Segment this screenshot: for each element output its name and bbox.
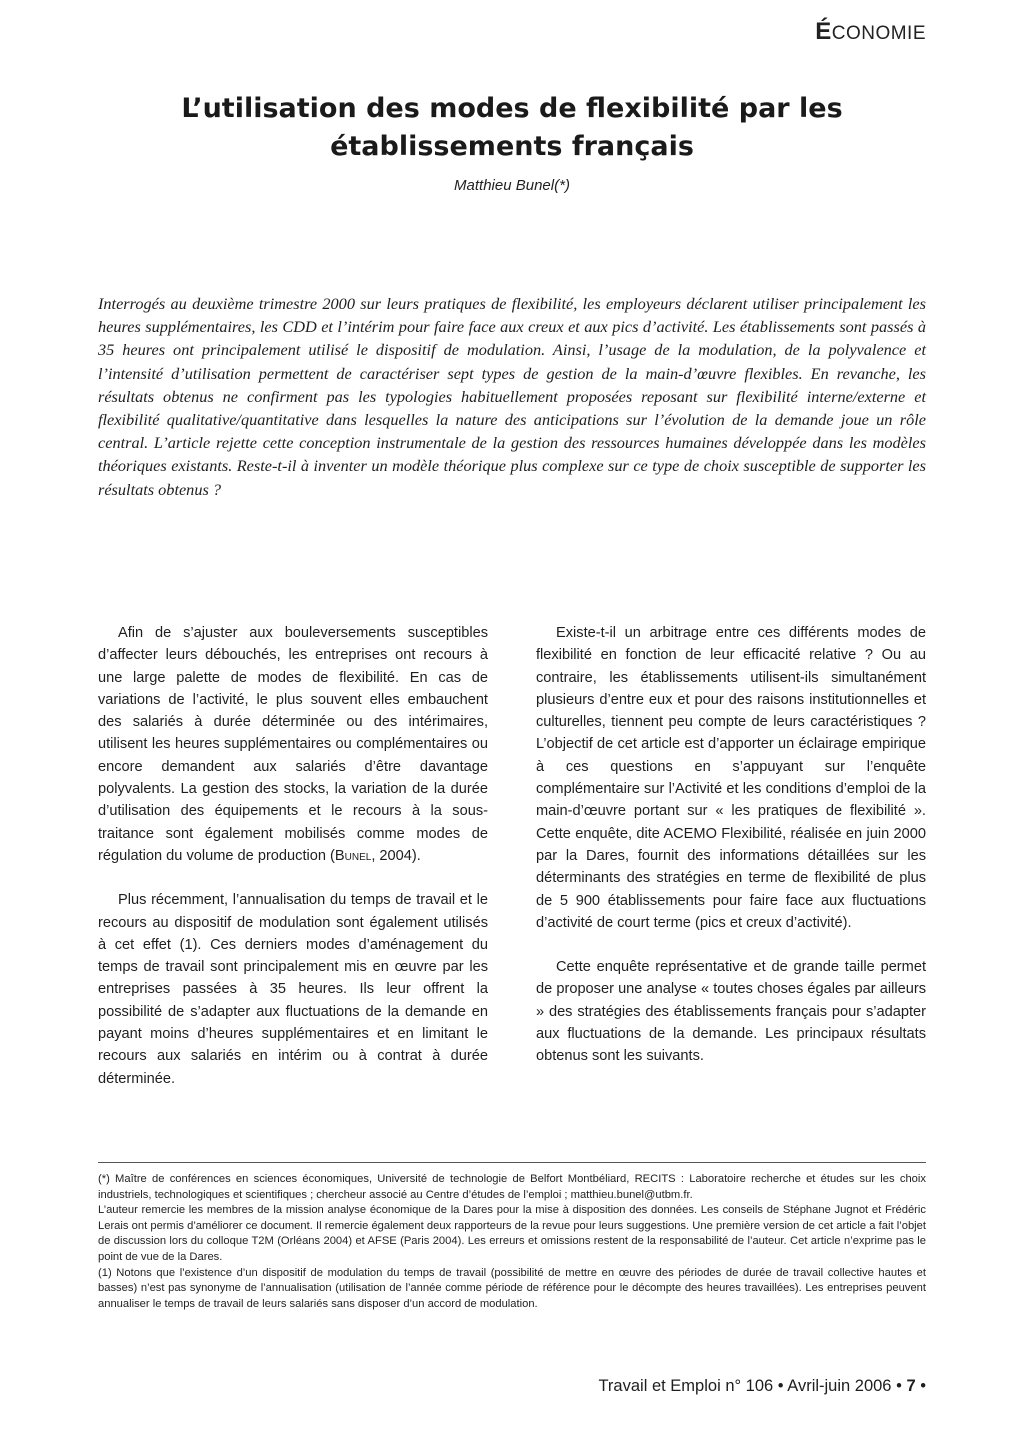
body-paragraph-1-text: Afin de s’ajuster aux bouleversements susceptibles d’affecter leurs débouchés, les entreprises ont recours à une large palette de modes de flexibilité. En cas de variations de l’activité, le plus souvent elles embauchent des salariés à durée déterminée ou des intérimaires, utilisent les heures supplémentaires ou complémentaires ou encore demandent aux salariés d’être davantage polyvalents. La gestion des stocks, la variation de la durée d’utilisation des équipements et le recours à la sous-traitance sont également mobilisés comme modes de régulation du volume de production ( (98, 625, 488, 864)
body-column-right (536, 622, 926, 1090)
article-abstract: Interrogés au deuxième trimestre 2000 sur leurs pratiques de flexibilité, les employeurs déclarent utiliser principalement les heures supplémentaires, les CDD et l’intérim pour faire face aux creux et aux pics d’activité. Les établissements sont passés à 35 heures ont principalement utilisé le dispositif de modulation. Ainsi, l’usage de la modulation, de la polyvalence et l’intensité d’utilisation permettent de caractériser sept types de gestion de la main-d’œuvre flexibles. En revanche, les résultats obtenus ne confirment pas les typologies habituellement proposées reposant sur flexibilité interne/externe et flexibilité qualitative/quantitative dans lesquelles la nature des anticipations sur l’évolution de la demande joue un rôle central. L’article rejette cette conception instrumentale de la gestion des ressources humaines développée dans les modèles théoriques existants. Reste-t-il à inventer un modèle théorique plus complexe sur ce type de choix susceptible de supporter les résultats obtenus ? (98, 294, 926, 499)
article-title-line-1: L’utilisation des modes de flexibilité par les (181, 93, 843, 124)
footnote-author: (*) Maître de conférences en sciences économiques, Université de technologie de Belfort Montbéliard, RECITS : Laboratoire recherche et études sur les choix industriels, technologiques et scientifiques ; chercheur associé au Centre d’études de l’emploi ; matthieu.bunel@utbm.fr. (98, 1173, 926, 1201)
article-title (120, 90, 904, 166)
footnote-divider (98, 1162, 926, 1163)
journal-reference: Travail et Emploi n° 106 • Avril-juin 2006 • (598, 1377, 907, 1395)
footnote-1: (1) Notons que l’existence d’un dispositif de modulation du temps de travail (possibilité de mettre en œuvre des périodes de durée de travail collective hautes et basses) n’est pas synonyme de l’annualisation (utilisation de l’année comme période de référence pour le décompte des heures travaillées). Les entreprises peuvent annualiser le temps de travail de leurs salariés sans disposer d’un accord de modulation. (98, 1266, 926, 1310)
body-paragraph-3: Existe-t-il un arbitrage entre ces différents modes de flexibilité en fonction de leur efficacité relative ? Ou au contraire, les établissements utilisent-ils simultanément plusieurs d’entre eux et pour des raisons institutionnelles et culturelles, tiennent peu compte de leurs caractéristiques ? L’objectif de cet article est d’apporter un éclairage empirique à ces questions en s’appuyant sur l’enquête complémentaire sur l’Activité et les conditions d’emploi de la main-d’œuvre portant sur « les pratiques de flexibilité ». Cette enquête, dite ACEMO Flexibilité, réalisée en juin 2000 par la Dares, fournit des informations détaillées sur les déterminants des stratégies en terme de flexibilité de plus de 5 900 établissements pour faire face aux fluctuations d’activité de court terme (pics et creux d’activité). (536, 625, 926, 931)
article-title-line-2: établissements français (330, 131, 694, 162)
footnotes (98, 1172, 926, 1312)
body-paragraph-1-end: , 2004). (371, 847, 421, 864)
footer-end: • (915, 1377, 926, 1395)
page-number: 7 (906, 1377, 916, 1395)
article-author: Matthieu Bunel(*) (454, 177, 570, 194)
section-header-rest: CONOMIE (831, 23, 926, 44)
footnote-acknowledgements: L’auteur remercie les membres de la mission analyse économique de la Dares pour la mise à disposition des données. Les conseils de Stéphane Jugnot et Frédéric Lerais ont permis d’améliorer ce document. Il remercie également deux rapporteurs de la revue pour leurs suggestions. Une première version de cet article a fait l’objet de discussion lors du colloque T2M (Orléans 2004) et AFSE (Paris 2004). Les erreurs et omissions restent de la responsabilité de l’auteur. Cet article n’exprime pas le point de vue de la Dares. (98, 1204, 926, 1263)
section-header-initial: É (815, 18, 832, 45)
page-footer (598, 1377, 926, 1396)
body-column-left (98, 622, 488, 1112)
body-paragraph-2: Plus récemment, l’annualisation du temps de travail et le recours au dispositif de modulation sont également utilisés à cet effet (1). Ces derniers modes d’aménagement du temps de travail sont principalement mis en œuvre par les entreprises passées à 35 heures. Ils leur offrent la possibilité de s’adapter aux fluctuations de la demande en payant moins d’heures supplémentaires et en limitant le recours aux salariés en intérim ou à contrat à durée déterminée. (98, 892, 488, 1087)
citation-author: Bunel (334, 847, 372, 864)
section-header (815, 18, 926, 46)
body-paragraph-4: Cette enquête représentative et de grande taille permet de proposer une analyse « toutes choses égales par ailleurs » des stratégies des établissements français pour s’adapter aux fluctuations de la demande. Les principaux résultats obtenus sont les suivants. (536, 959, 926, 1065)
body-paragraph-1 (98, 622, 488, 867)
